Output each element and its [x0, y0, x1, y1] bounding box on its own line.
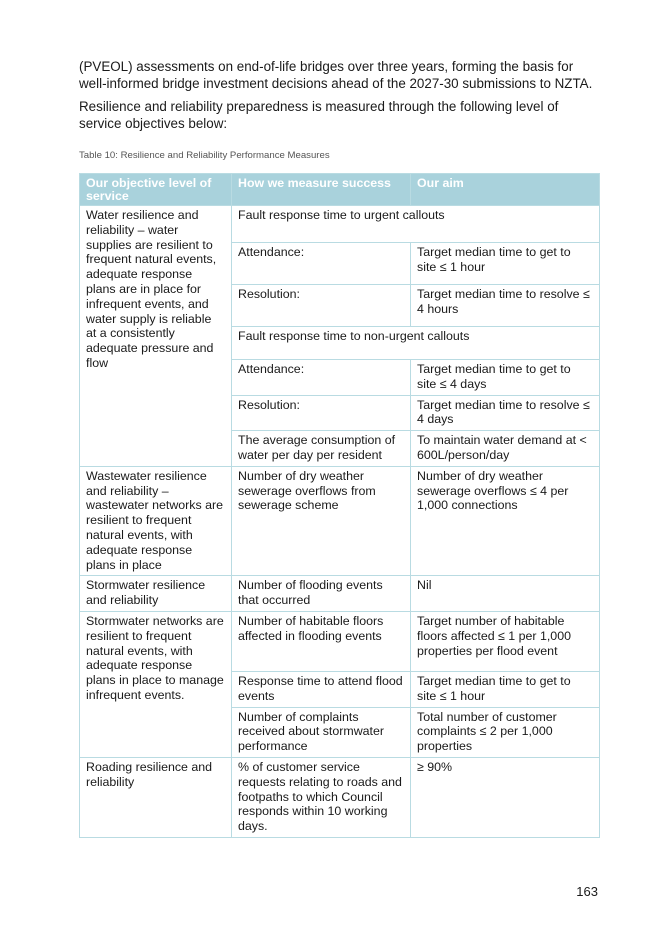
intro-paragraph-1: (PVEOL) assessments on end-of-life bridges over three years, forming the basis for well-informed bridge investment decisions ahead of the 2027-30 submissions to NZTA.	[79, 59, 593, 91]
intro-paragraph-2: Resilience and reliability preparedness is measured through the following level of service objectives below:	[79, 99, 559, 131]
wastewater-measure: Number of dry weather sewerage overflows from sewerage scheme	[232, 466, 411, 576]
header-measure: How we measure success	[232, 174, 411, 206]
stormwater-response-aim: Target median time to get to site ≤ 1 hour	[411, 671, 600, 707]
water-urgent-resolution-aim: Target median time to resolve ≤ 4 hours	[411, 285, 600, 327]
stormwater-networks-objective: Stormwater networks are resilient to frequent natural events, with adequate response plans in place to manage infrequent events.	[80, 611, 232, 757]
water-nonurgent-attendance-aim: Target median time to get to site ≤ 4 days	[411, 360, 600, 396]
wastewater-aim: Number of dry weather sewerage overflows ≤ 4 per 1,000 connections	[411, 466, 600, 576]
water-urgent-attendance: Attendance:	[232, 243, 411, 285]
table-row	[80, 611, 600, 671]
table-row	[80, 206, 600, 243]
stormwater-floors-measure: Number of habitable floors affected in flooding events	[232, 611, 411, 671]
water-nonurgent-header: Fault response time to non-urgent callouts	[232, 327, 600, 360]
stormwater-objective: Stormwater resilience and reliability	[80, 576, 232, 612]
page-number: 163	[576, 884, 598, 899]
performance-measures-table	[79, 173, 600, 838]
header-aim: Our aim	[411, 174, 600, 206]
stormwater-response-measure: Response time to attend flood events	[232, 671, 411, 707]
stormwater-complaints-aim: Total number of customer complaints ≤ 2 per 1,000 properties	[411, 707, 600, 757]
water-objective: Water resilience and reliability – water supplies are resilient to frequent natural events, adequate response plans are in place for infrequent events, and water supply is reliable at a consistently adequate pressure and flow	[80, 206, 232, 467]
water-urgent-resolution: Resolution:	[232, 285, 411, 327]
table-caption: Table 10: Resilience and Reliability Performance Measures	[79, 150, 330, 161]
water-nonurgent-resolution: Resolution:	[232, 395, 411, 431]
table-row	[80, 757, 600, 837]
wastewater-objective: Wastewater resilience and reliability – wastewater networks are resilient to frequent natural events, with adequate response plans in place	[80, 466, 232, 576]
table-row	[80, 466, 600, 576]
table-row	[80, 576, 600, 612]
water-consumption: The average consumption of water per day per resident	[232, 431, 411, 467]
header-objective: Our objective level of service	[80, 174, 232, 206]
stormwater-floors-aim: Target number of habitable floors affected ≤ 1 per 1,000 properties per flood event	[411, 611, 600, 671]
roading-measure: % of customer service requests relating to roads and footpaths to which Council responds within 10 working days.	[232, 757, 411, 837]
stormwater-complaints-measure: Number of complaints received about stormwater performance	[232, 707, 411, 757]
table-header-row	[80, 174, 600, 206]
roading-objective: Roading resilience and reliability	[80, 757, 232, 837]
water-urgent-header: Fault response time to urgent callouts	[232, 206, 600, 243]
water-consumption-aim: To maintain water demand at < 600L/person/day	[411, 431, 600, 467]
water-nonurgent-resolution-aim: Target median time to resolve ≤ 4 days	[411, 395, 600, 431]
water-nonurgent-attendance: Attendance:	[232, 360, 411, 396]
stormwater-flooding-aim: Nil	[411, 576, 600, 612]
water-urgent-attendance-aim: Target median time to get to site ≤ 1 hour	[411, 243, 600, 285]
stormwater-flooding-measure: Number of flooding events that occurred	[232, 576, 411, 612]
roading-aim: ≥ 90%	[411, 757, 600, 837]
